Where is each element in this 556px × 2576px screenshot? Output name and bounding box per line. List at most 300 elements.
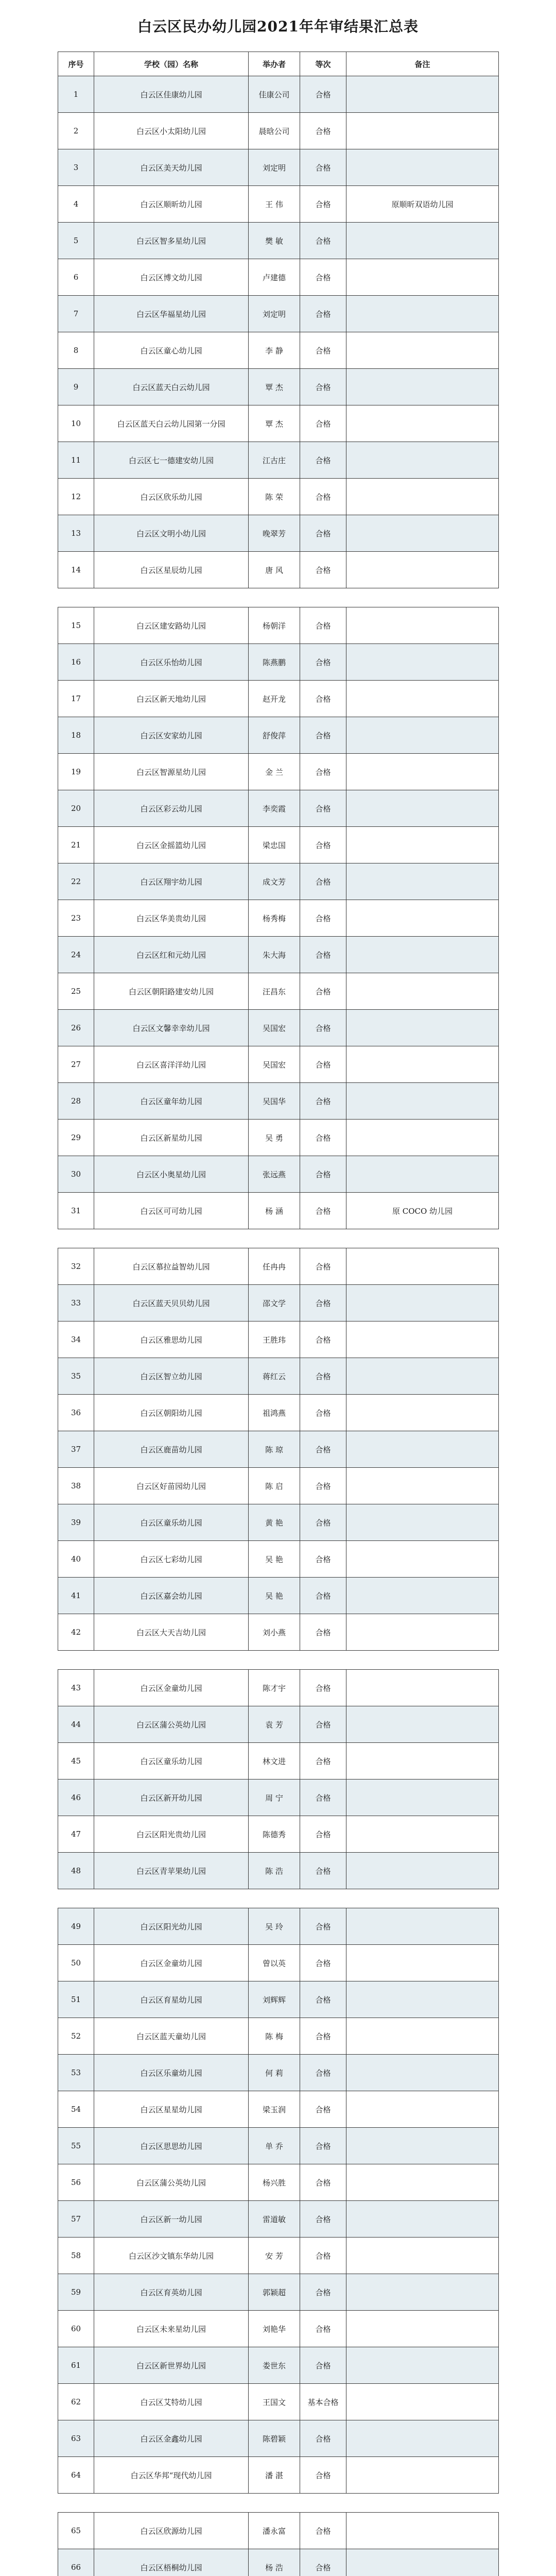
cell-index: 11	[58, 442, 94, 479]
cell-grade: 合格	[300, 479, 346, 515]
table-row	[58, 1193, 499, 1229]
table-row	[58, 754, 499, 790]
cell-remarks	[346, 1578, 499, 1614]
table-row	[58, 1816, 499, 1853]
cell-organizer: 晨晗公司	[249, 113, 300, 149]
cell-grade: 合格	[300, 900, 346, 937]
cell-school-name: 白云区童乐幼儿园	[94, 1504, 249, 1541]
cell-remarks	[346, 1853, 499, 1889]
cell-organizer: 周 宁	[249, 1780, 300, 1816]
cell-index: 31	[58, 1193, 94, 1229]
cell-school-name: 白云区智立幼儿园	[94, 1358, 249, 1395]
table-gap	[58, 1229, 499, 1248]
cell-organizer: 单 乔	[249, 2128, 300, 2164]
cell-school-name: 白云区乐怡幼儿园	[94, 644, 249, 681]
table-row	[58, 2164, 499, 2201]
cell-remarks	[346, 369, 499, 405]
table-row	[58, 2311, 499, 2347]
cell-remarks	[346, 2311, 499, 2347]
cell-index: 33	[58, 1285, 94, 1321]
cell-index: 63	[58, 2420, 94, 2457]
cell-school-name: 白云区沙文镇东华幼儿园	[94, 2238, 249, 2274]
cell-remarks	[346, 2347, 499, 2384]
cell-school-name: 白云区金童幼儿园	[94, 1945, 249, 1981]
cell-grade: 合格	[300, 369, 346, 405]
table-row	[58, 369, 499, 405]
cell-remarks	[346, 1670, 499, 1706]
table-row	[58, 515, 499, 552]
cell-remarks	[346, 479, 499, 515]
cell-grade: 合格	[300, 2420, 346, 2457]
cell-index: 38	[58, 1468, 94, 1504]
table-row	[58, 1120, 499, 1156]
cell-organizer: 杨兴胜	[249, 2164, 300, 2201]
cell-organizer: 娄世东	[249, 2347, 300, 2384]
table-gap-cell	[58, 2494, 499, 2513]
cell-organizer: 杨朝洋	[249, 607, 300, 644]
cell-organizer: 晚翠芳	[249, 515, 300, 552]
cell-grade: 合格	[300, 1853, 346, 1889]
header-row	[58, 52, 499, 76]
cell-index: 4	[58, 186, 94, 223]
cell-remarks: 原顺昕双语幼儿园	[346, 186, 499, 223]
table-row	[58, 1010, 499, 1046]
table-row	[58, 681, 499, 717]
cell-remarks	[346, 259, 499, 296]
cell-school-name: 白云区鹿苗幼儿园	[94, 1431, 249, 1468]
cell-remarks	[346, 1321, 499, 1358]
table-row	[58, 1046, 499, 1083]
cell-organizer: 佳康公司	[249, 76, 300, 113]
cell-organizer: 陈德秀	[249, 1816, 300, 1853]
cell-index: 22	[58, 863, 94, 900]
cell-organizer: 吴 玲	[249, 1908, 300, 1945]
table-row	[58, 1395, 499, 1431]
cell-grade: 合格	[300, 1468, 346, 1504]
cell-index: 34	[58, 1321, 94, 1358]
cell-grade: 合格	[300, 827, 346, 863]
cell-index: 20	[58, 790, 94, 827]
table-row	[58, 76, 499, 113]
table-row	[58, 1431, 499, 1468]
cell-school-name: 白云区小奥星幼儿园	[94, 1156, 249, 1193]
cell-remarks	[346, 863, 499, 900]
cell-index: 30	[58, 1156, 94, 1193]
cell-remarks	[346, 223, 499, 259]
cell-organizer: 林文进	[249, 1743, 300, 1780]
table-row	[58, 2347, 499, 2384]
cell-index: 54	[58, 2091, 94, 2128]
cell-remarks	[346, 2018, 499, 2055]
cell-school-name: 白云区艾特幼儿园	[94, 2384, 249, 2420]
cell-organizer: 朱大海	[249, 937, 300, 973]
cell-remarks	[346, 973, 499, 1010]
table-row	[58, 259, 499, 296]
table-row	[58, 1578, 499, 1614]
cell-grade: 合格	[300, 2311, 346, 2347]
cell-organizer: 刘辉辉	[249, 1981, 300, 2018]
cell-remarks	[346, 2384, 499, 2420]
cell-school-name: 白云区思思幼儿园	[94, 2128, 249, 2164]
header-grade: 等次	[300, 52, 346, 76]
table-row	[58, 149, 499, 186]
cell-organizer: 王 伟	[249, 186, 300, 223]
cell-grade: 合格	[300, 1706, 346, 1743]
cell-school-name: 白云区红和元幼儿园	[94, 937, 249, 973]
cell-organizer: 陈 荣	[249, 479, 300, 515]
cell-school-name: 白云区小太阳幼儿园	[94, 113, 249, 149]
cell-remarks	[346, 607, 499, 644]
cell-grade: 合格	[300, 2128, 346, 2164]
table-row	[58, 1908, 499, 1945]
cell-remarks	[346, 1614, 499, 1651]
cell-remarks	[346, 827, 499, 863]
cell-school-name: 白云区欣乐幼儿园	[94, 479, 249, 515]
cell-grade: 合格	[300, 2513, 346, 2549]
cell-index: 41	[58, 1578, 94, 1614]
cell-index: 48	[58, 1853, 94, 1889]
cell-school-name: 白云区阳光幼儿园	[94, 1908, 249, 1945]
cell-remarks	[346, 900, 499, 937]
cell-school-name: 白云区育英幼儿园	[94, 2274, 249, 2311]
cell-organizer: 陈 启	[249, 1468, 300, 1504]
cell-grade: 合格	[300, 442, 346, 479]
cell-school-name: 白云区育星幼儿园	[94, 1981, 249, 2018]
cell-organizer: 祖鸿燕	[249, 1395, 300, 1431]
table-gap-cell	[58, 1889, 499, 1908]
cell-index: 59	[58, 2274, 94, 2311]
cell-remarks	[346, 2201, 499, 2238]
cell-school-name: 白云区金摇篮幼儿园	[94, 827, 249, 863]
cell-school-name: 白云区翔宇幼儿园	[94, 863, 249, 900]
cell-organizer: 任冉冉	[249, 1248, 300, 1285]
cell-grade: 合格	[300, 1743, 346, 1780]
cell-remarks	[346, 149, 499, 186]
table-row	[58, 223, 499, 259]
table-row	[58, 2420, 499, 2457]
cell-remarks	[346, 405, 499, 442]
cell-organizer: 潘永富	[249, 2513, 300, 2549]
cell-school-name: 白云区未来星幼儿园	[94, 2311, 249, 2347]
cell-school-name: 白云区新星幼儿园	[94, 1120, 249, 1156]
table-row	[58, 1083, 499, 1120]
cell-remarks	[346, 1780, 499, 1816]
table-row	[58, 2549, 499, 2576]
cell-index: 27	[58, 1046, 94, 1083]
cell-organizer: 蒋红云	[249, 1358, 300, 1395]
cell-grade: 合格	[300, 1321, 346, 1358]
cell-grade: 合格	[300, 296, 346, 332]
cell-organizer: 安 芳	[249, 2238, 300, 2274]
cell-organizer: 陈碧颖	[249, 2420, 300, 2457]
cell-school-name: 白云区梧桐幼儿园	[94, 2549, 249, 2576]
cell-school-name: 白云区新世界幼儿园	[94, 2347, 249, 2384]
cell-school-name: 白云区慕拉益智幼儿园	[94, 1248, 249, 1285]
cell-index: 62	[58, 2384, 94, 2420]
table-row	[58, 1468, 499, 1504]
table-row	[58, 332, 499, 369]
table-row	[58, 2018, 499, 2055]
cell-school-name: 白云区文明小幼儿园	[94, 515, 249, 552]
cell-remarks	[346, 296, 499, 332]
cell-organizer: 刘定明	[249, 149, 300, 186]
cell-index: 50	[58, 1945, 94, 1981]
table-row	[58, 405, 499, 442]
cell-grade: 合格	[300, 1780, 346, 1816]
table-gap-cell	[58, 588, 499, 607]
cell-remarks	[346, 2238, 499, 2274]
cell-remarks	[346, 2420, 499, 2457]
cell-grade: 合格	[300, 2274, 346, 2311]
cell-remarks	[346, 1046, 499, 1083]
cell-index: 53	[58, 2055, 94, 2091]
header-remarks: 备注	[346, 52, 499, 76]
cell-organizer: 舒俊萍	[249, 717, 300, 754]
cell-remarks	[346, 2128, 499, 2164]
cell-index: 37	[58, 1431, 94, 1468]
cell-grade: 合格	[300, 790, 346, 827]
header-organizer: 举办者	[249, 52, 300, 76]
cell-school-name: 白云区童年幼儿园	[94, 1083, 249, 1120]
cell-grade: 合格	[300, 1285, 346, 1321]
cell-organizer: 王胜玮	[249, 1321, 300, 1358]
cell-remarks	[346, 1120, 499, 1156]
cell-grade: 合格	[300, 332, 346, 369]
cell-grade: 合格	[300, 1504, 346, 1541]
table-row	[58, 2128, 499, 2164]
cell-index: 29	[58, 1120, 94, 1156]
cell-organizer: 陈才宇	[249, 1670, 300, 1706]
table-row	[58, 2274, 499, 2311]
table-row	[58, 1945, 499, 1981]
cell-grade: 合格	[300, 1395, 346, 1431]
cell-organizer: 樊 敏	[249, 223, 300, 259]
cell-grade: 合格	[300, 223, 346, 259]
cell-index: 52	[58, 2018, 94, 2055]
cell-school-name: 白云区华美贵幼儿园	[94, 900, 249, 937]
table-row	[58, 1614, 499, 1651]
cell-remarks	[346, 790, 499, 827]
cell-school-name: 白云区蒲公英幼儿园	[94, 2164, 249, 2201]
cell-remarks	[346, 1981, 499, 2018]
table-row	[58, 1743, 499, 1780]
cell-organizer: 李 静	[249, 332, 300, 369]
cell-school-name: 白云区朝阳路建安幼儿园	[94, 973, 249, 1010]
table-row	[58, 790, 499, 827]
page-title: 白云区民办幼儿园2021年年审结果汇总表	[137, 18, 419, 35]
cell-organizer: 梁玉润	[249, 2091, 300, 2128]
cell-organizer: 汪昌东	[249, 973, 300, 1010]
table-row	[58, 1853, 499, 1889]
header-index: 序号	[58, 52, 94, 76]
cell-remarks	[346, 2457, 499, 2494]
cell-remarks	[346, 1156, 499, 1193]
cell-organizer: 吴国宏	[249, 1046, 300, 1083]
table-row	[58, 900, 499, 937]
cell-grade: 合格	[300, 149, 346, 186]
cell-school-name: 白云区蓝天白云幼儿园	[94, 369, 249, 405]
cell-organizer: 吴国华	[249, 1083, 300, 1120]
cell-index: 32	[58, 1248, 94, 1285]
cell-grade: 合格	[300, 1083, 346, 1120]
cell-school-name: 白云区华邦“现代幼儿园	[94, 2457, 249, 2494]
table-row	[58, 1321, 499, 1358]
cell-organizer: 吴国宏	[249, 1010, 300, 1046]
cell-grade: 合格	[300, 2164, 346, 2201]
cell-grade: 合格	[300, 1193, 346, 1229]
cell-grade: 合格	[300, 405, 346, 442]
cell-school-name: 白云区建安路幼儿园	[94, 607, 249, 644]
cell-index: 60	[58, 2311, 94, 2347]
cell-organizer: 袁 芳	[249, 1706, 300, 1743]
cell-organizer: 陈燕鹏	[249, 644, 300, 681]
cell-school-name: 白云区顺昕幼儿园	[94, 186, 249, 223]
cell-organizer: 唐 风	[249, 552, 300, 588]
cell-organizer: 刘艳华	[249, 2311, 300, 2347]
cell-remarks	[346, 681, 499, 717]
table-row	[58, 296, 499, 332]
cell-grade: 合格	[300, 2457, 346, 2494]
table-row	[58, 1981, 499, 2018]
cell-index: 1	[58, 76, 94, 113]
cell-index: 12	[58, 479, 94, 515]
cell-grade: 合格	[300, 863, 346, 900]
cell-organizer: 吴 艳	[249, 1541, 300, 1578]
cell-school-name: 白云区蓝天贝贝幼儿园	[94, 1285, 249, 1321]
cell-index: 44	[58, 1706, 94, 1743]
cell-index: 19	[58, 754, 94, 790]
cell-grade: 合格	[300, 1046, 346, 1083]
table-row	[58, 2238, 499, 2274]
cell-remarks	[346, 1248, 499, 1285]
cell-remarks	[346, 1743, 499, 1780]
cell-index: 57	[58, 2201, 94, 2238]
cell-organizer: 成文芳	[249, 863, 300, 900]
cell-school-name: 白云区智多星幼儿园	[94, 223, 249, 259]
cell-school-name: 白云区嘉会幼儿园	[94, 1578, 249, 1614]
cell-school-name: 白云区星星幼儿园	[94, 2091, 249, 2128]
cell-remarks	[346, 1816, 499, 1853]
cell-index: 3	[58, 149, 94, 186]
cell-grade: 合格	[300, 681, 346, 717]
cell-school-name: 白云区新开幼儿园	[94, 1780, 249, 1816]
cell-organizer: 金 兰	[249, 754, 300, 790]
table-row	[58, 607, 499, 644]
cell-grade: 合格	[300, 2018, 346, 2055]
cell-remarks	[346, 717, 499, 754]
cell-organizer: 陈 浩	[249, 1853, 300, 1889]
cell-grade: 合格	[300, 2238, 346, 2274]
cell-school-name: 白云区蒲公英幼儿园	[94, 1706, 249, 1743]
table-row	[58, 442, 499, 479]
cell-index: 15	[58, 607, 94, 644]
cell-index: 46	[58, 1780, 94, 1816]
table-row	[58, 1541, 499, 1578]
cell-remarks	[346, 2549, 499, 2576]
cell-organizer: 雷道敏	[249, 2201, 300, 2238]
cell-grade: 合格	[300, 937, 346, 973]
cell-grade: 合格	[300, 973, 346, 1010]
cell-grade: 合格	[300, 1541, 346, 1578]
cell-index: 36	[58, 1395, 94, 1431]
cell-remarks	[346, 2055, 499, 2091]
cell-index: 17	[58, 681, 94, 717]
cell-index: 61	[58, 2347, 94, 2384]
table-gap	[58, 1889, 499, 1908]
table-row	[58, 2513, 499, 2549]
cell-grade: 合格	[300, 1578, 346, 1614]
cell-school-name: 白云区新天地幼儿园	[94, 681, 249, 717]
cell-organizer: 江古庄	[249, 442, 300, 479]
table-gap	[58, 1651, 499, 1670]
cell-index: 56	[58, 2164, 94, 2201]
table-gap-cell	[58, 1229, 499, 1248]
cell-grade: 合格	[300, 113, 346, 149]
table-row	[58, 1285, 499, 1321]
cell-organizer: 黄 艳	[249, 1504, 300, 1541]
cell-organizer: 覃 杰	[249, 369, 300, 405]
cell-grade: 合格	[300, 644, 346, 681]
cell-organizer: 杨 涵	[249, 1193, 300, 1229]
cell-grade: 合格	[300, 2549, 346, 2576]
cell-school-name: 白云区金童幼儿园	[94, 1670, 249, 1706]
cell-grade: 合格	[300, 1358, 346, 1395]
cell-remarks	[346, 1468, 499, 1504]
cell-organizer: 刘定明	[249, 296, 300, 332]
cell-remarks: 原 COCO 幼儿园	[346, 1193, 499, 1229]
table-row	[58, 1248, 499, 1285]
cell-remarks	[346, 2513, 499, 2549]
cell-index: 26	[58, 1010, 94, 1046]
cell-index: 16	[58, 644, 94, 681]
cell-organizer: 梁忠国	[249, 827, 300, 863]
table-gap-cell	[58, 1651, 499, 1670]
cell-index: 6	[58, 259, 94, 296]
cell-remarks	[346, 1504, 499, 1541]
cell-organizer: 陈 琼	[249, 1431, 300, 1468]
cell-grade: 合格	[300, 515, 346, 552]
table-row	[58, 2201, 499, 2238]
table-row	[58, 937, 499, 973]
cell-index: 9	[58, 369, 94, 405]
cell-organizer: 张远燕	[249, 1156, 300, 1193]
cell-organizer: 卢建德	[249, 259, 300, 296]
table-row	[58, 863, 499, 900]
cell-index: 24	[58, 937, 94, 973]
cell-grade: 合格	[300, 1156, 346, 1193]
cell-index: 40	[58, 1541, 94, 1578]
cell-grade: 合格	[300, 2201, 346, 2238]
cell-remarks	[346, 1908, 499, 1945]
cell-index: 13	[58, 515, 94, 552]
cell-remarks	[346, 1395, 499, 1431]
cell-organizer: 覃 杰	[249, 405, 300, 442]
cell-grade: 合格	[300, 754, 346, 790]
cell-remarks	[346, 2091, 499, 2128]
cell-school-name: 白云区喜洋洋幼儿园	[94, 1046, 249, 1083]
cell-school-name: 白云区童乐幼儿园	[94, 1743, 249, 1780]
cell-organizer: 陈 梅	[249, 2018, 300, 2055]
cell-index: 35	[58, 1358, 94, 1395]
cell-organizer: 吴 艳	[249, 1578, 300, 1614]
cell-remarks	[346, 515, 499, 552]
cell-organizer: 杨 浩	[249, 2549, 300, 2576]
cell-school-name: 白云区童心幼儿园	[94, 332, 249, 369]
cell-index: 47	[58, 1816, 94, 1853]
cell-grade: 合格	[300, 607, 346, 644]
cell-remarks	[346, 1541, 499, 1578]
cell-organizer: 刘小燕	[249, 1614, 300, 1651]
